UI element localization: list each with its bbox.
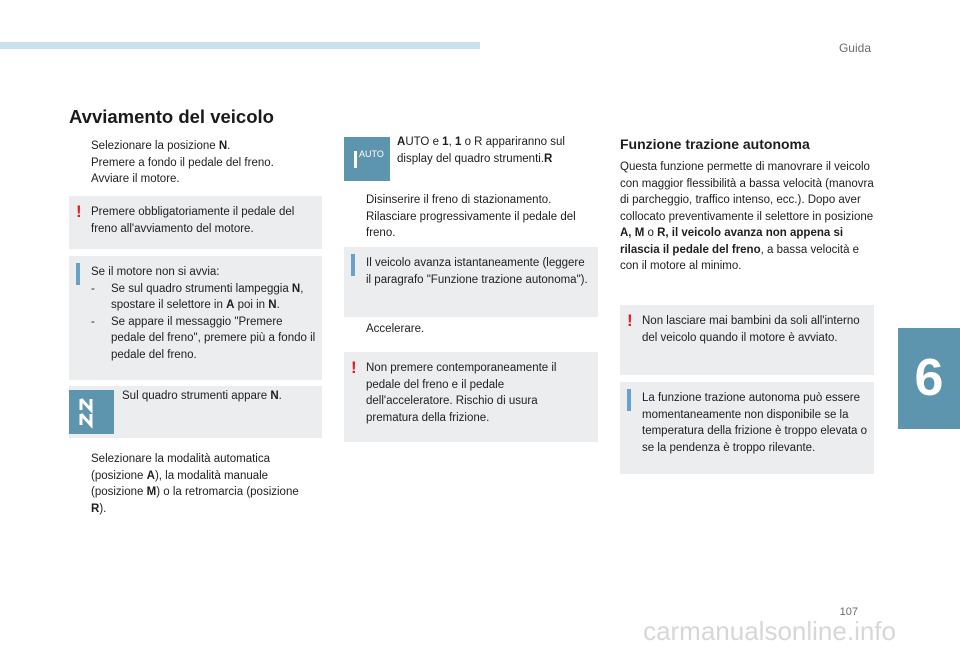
step-release-pedal: Rilasciare progressivamente il pedale del freno. xyxy=(366,210,576,239)
n-indicator-icon xyxy=(69,390,114,434)
n-indicator-box xyxy=(69,386,322,438)
auto-indicator-icon xyxy=(344,137,390,181)
info-icon xyxy=(351,254,360,279)
page-title: Avviamento del veicolo xyxy=(69,106,274,127)
auto-label: AUTO xyxy=(359,149,384,159)
warning-icon: ! xyxy=(76,202,82,221)
warning-box-clutch: ! Non premere contemporaneamente il pedale del freno e il pedale dell'acceleratore. Rischio di usura prematura della frizione. xyxy=(344,352,598,442)
auto-note: AUTO e 1, 1 o R appariranno sul display del quadro strumenti.R xyxy=(397,136,565,165)
info-icon xyxy=(627,389,636,414)
chapter-number: 6 xyxy=(914,349,944,407)
steps-start xyxy=(69,138,319,188)
chapter-tab xyxy=(898,328,960,429)
section-subtitle: Funzione trazione autonoma xyxy=(620,136,810,152)
info-box-engine-fail: Se il motore non si avvia: - Se sul quadro strumenti lampeggia N, spostare il selettore in A poi in N. - Se appare il messaggio "Premere pedale del freno", premere più a fondo il pedale del freno. xyxy=(69,256,322,380)
autonomous-traction-description: Questa funzione permette di manovrare il veicolo con maggior flessibilità a bassa velocità (manovra di parcheggio, traffico intenso, ecc.). Dopo aver collocato preventivamente il selettore in posizione A, M o R, il veicolo avanza non appena si rilascia il pedale del freno, a bassa velocità e con il motore al minimo. xyxy=(620,161,874,272)
step-accelerate: Accelerare. xyxy=(366,323,425,335)
info-item-flashing-n: - Se sul quadro strumenti lampeggia N, spostare il selettore in A poi in N. xyxy=(91,282,304,311)
warning-icon: ! xyxy=(351,358,357,377)
step-select-mode: Selezionare la modalità automatica (posizione A), la modalità manuale (posizione M) o la retromarcia (posizione R). xyxy=(91,453,299,515)
section-title: Guida xyxy=(838,41,871,55)
step-press-brake: Premere a fondo il pedale del freno. xyxy=(91,156,274,169)
watermark: carmanualsonline.info xyxy=(643,616,896,646)
info-box-unavailable: La funzione trazione autonoma può essere momentaneamente non disponibile se la temperatura della frizione è troppo elevata o se la pendenza è troppo rilevante. xyxy=(620,382,874,474)
info-icon xyxy=(76,263,85,288)
step-select-n: Selezionare la posizione N. xyxy=(91,140,231,152)
step-start-engine: Avviare il motore. xyxy=(91,173,180,185)
n-indicator-text: Sul quadro strumenti appare N. xyxy=(122,390,282,402)
warning-icon: ! xyxy=(627,311,633,330)
info-item-press-brake: - Se appare il messaggio "Premere pedale del freno", premere più a fondo il pedale del freno. xyxy=(91,315,316,361)
info-box-vehicle-moves: Il veicolo avanza istantaneamente (leggere il paragrafo "Funzione trazione autonoma"). xyxy=(344,247,598,317)
page-number: 107 xyxy=(839,606,858,618)
warning-box-children: ! Non lasciare mai bambini da soli all'interno del veicolo quando il motore è avviato. xyxy=(620,305,874,375)
header-bar xyxy=(0,42,480,49)
steps-release xyxy=(344,192,594,242)
step-release-parking: Disinserire il freno di stazionamento. xyxy=(366,194,552,206)
warning-box-brake: ! Premere obbligatoriamente il pedale del freno all'avviamento del motore. xyxy=(69,196,322,249)
